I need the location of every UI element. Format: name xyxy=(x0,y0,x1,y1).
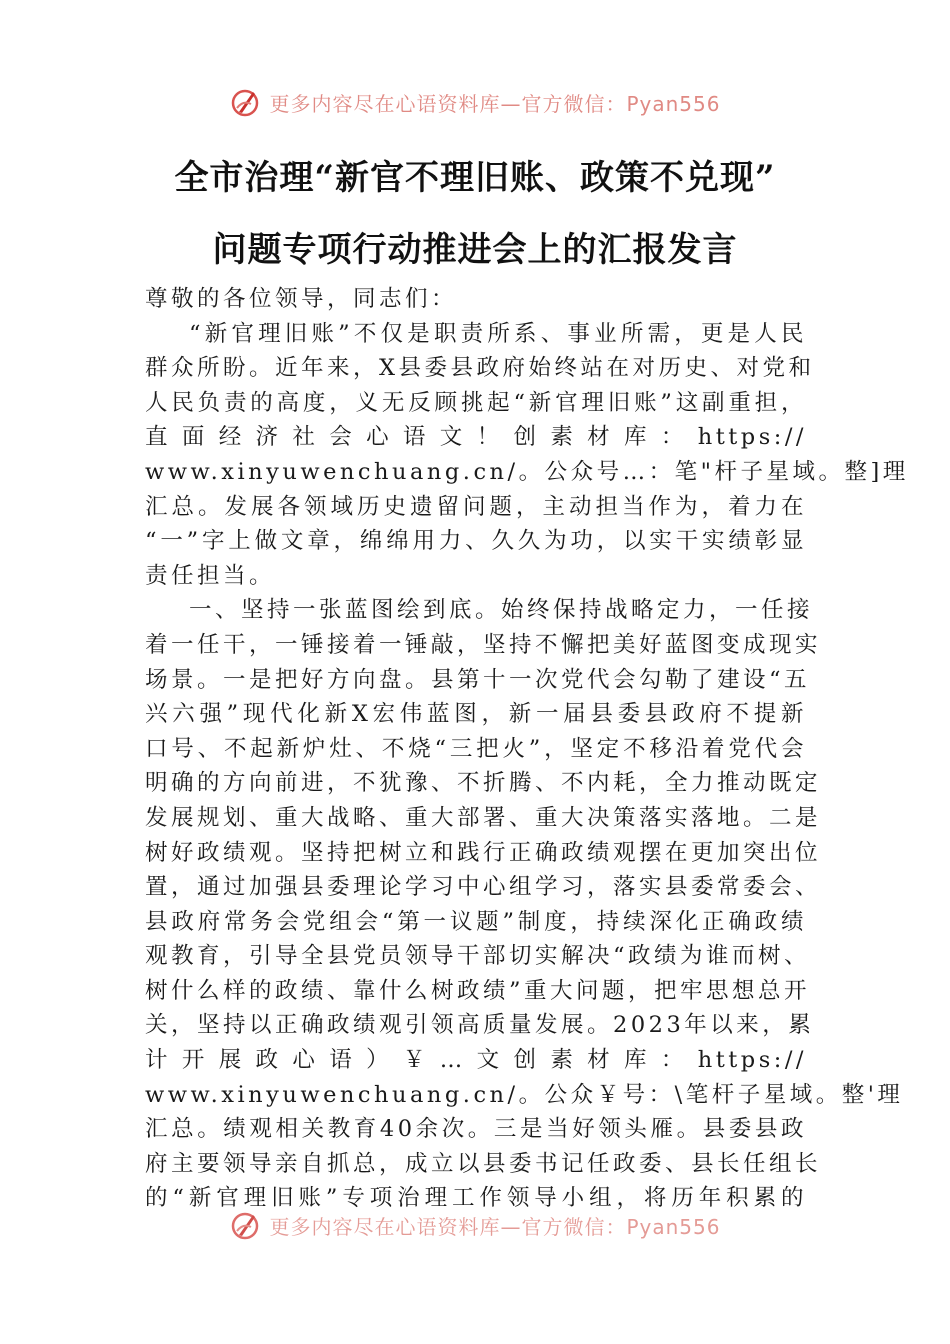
body-line: 关，坚持以正确政绩观引领高质量发展。2023年以来，累 xyxy=(145,1012,815,1039)
body-line: 置，通过加强县委理论学习中心组学习，落实县委常委会、 xyxy=(145,874,822,901)
document-title-line-1: 全市治理“新官不理旧账、政策不兑现” xyxy=(174,158,776,198)
body-line: 观教育，引导全县党员领导干部切实解决“政绩为谁而树、 xyxy=(145,943,811,970)
body-line: 兴六强”现代化新X宏伟蓝图，新一届县委县政府不提新 xyxy=(145,701,807,728)
body-line: “新官理旧账”不仅是职责所系、事业所需，更是人民 xyxy=(189,320,807,347)
quill-seal-icon xyxy=(229,86,261,118)
body-line: 树好政绩观。坚持把树立和践行正确政绩观摆在更加突出位 xyxy=(145,839,822,866)
body-line: www.xinyuwenchuang.cn/。公众￥号：\笔杆子星域。整'理 xyxy=(145,1081,904,1108)
body-line: 汇总。发展各领域历史遗留问题，主动担当作为，着力在 xyxy=(145,493,807,520)
watermark-text: 更多内容尽在心语资料库—官方微信：Pyan556 xyxy=(269,91,721,116)
body-line: 群众所盼。近年来，X县委县政府始终站在对历史、对党和 xyxy=(145,355,815,382)
header-watermark xyxy=(0,82,950,122)
body-line: 府主要领导亲自抓总，成立以县委书记任政委、县长任组长 xyxy=(145,1150,822,1177)
document-title-line-2: 问题专项行动推进会上的汇报发言 xyxy=(212,230,738,270)
body-line: 计开展政心语）￥…文创素材库：https:// xyxy=(145,1047,807,1074)
document-body xyxy=(145,282,909,1216)
body-line: 口号、不起新炉灶、不烧“三把火”，坚定不移沿着党代会 xyxy=(145,735,807,762)
body-line: 树什么样的政绩、靠什么树政绩”重大问题，把牢思想总开 xyxy=(145,977,811,1004)
body-line: 场景。一是把好方向盘。县第十一次党代会勾勒了建设“五 xyxy=(145,666,811,693)
body-line: 的“新官理旧账”专项治理工作领导小组，将历年积累的 xyxy=(145,1185,807,1212)
body-line: 县政府常务会党组会“第一议题”制度，持续深化正确政绩 xyxy=(145,908,807,935)
body-line: 直面经济社会心语文！创素材库：https:// xyxy=(145,424,807,451)
body-line: 汇总。绩观相关教育40余次。三是当好领头雁。县委县政 xyxy=(145,1116,807,1143)
section-heading-line: 一、坚持一张蓝图绘到底。始终保持战略定力，一任接 xyxy=(189,597,814,624)
body-line: 发展规划、重大战略、重大部署、重大决策落实落地。二是 xyxy=(145,804,822,831)
footer-watermark xyxy=(0,1205,950,1245)
body-line: www.xinyuwenchuang.cn/。公众号…：笔"杆子星域。整]理 xyxy=(145,458,909,485)
salutation: 尊敬的各位领导，同志们： xyxy=(145,286,458,312)
body-line: 着一任干，一锤接着一锤敲，坚持不懈把美好蓝图变成现实 xyxy=(145,631,822,658)
body-line: “一”字上做文章，绵绵用力、久久为功，以实干实绩彰显 xyxy=(145,528,807,555)
body-line: 明确的方向前进，不犹豫、不折腾、不内耗，全力推动既定 xyxy=(145,770,822,797)
quill-seal-icon xyxy=(229,1209,261,1241)
body-line: 人民负责的高度，义无反顾挑起“新官理旧账”这副重担， xyxy=(145,389,807,416)
watermark-text: 更多内容尽在心语资料库—官方微信：Pyan556 xyxy=(269,1214,721,1239)
body-line: 责任担当。 xyxy=(145,562,276,589)
